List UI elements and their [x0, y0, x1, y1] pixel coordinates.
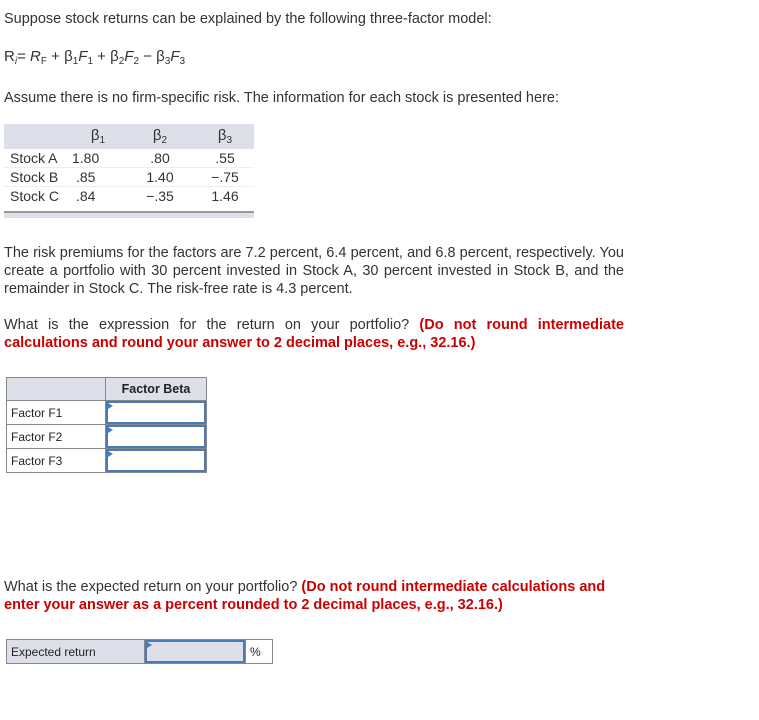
problem-paragraph: The risk premiums for the factors are 7.2 percent, 6.4 percent, and 6.8 percent, respectively. You create a portfolio with 30 percent invested in Stock A, 30 percent invested in Stock B, and the remainder in Stock C. The risk-free rate is 4.3 percent. — [4, 245, 624, 297]
table-row: Factor F1 — [7, 401, 207, 425]
question-1: What is the expression for the return on your portfolio? (Do not round intermediate calculations and round your answer to 2 decimal places, e.g., 32.16.) — [4, 317, 624, 351]
formula: $R_i= R_F + \beta_1F_1 + \beta_2F_2 - \beta_3F_3$ — [4, 48, 186, 67]
expected-return-input[interactable] — [145, 640, 245, 663]
factor-f2-input[interactable] — [106, 425, 206, 448]
table-row: Stock A 1.80 .80 .55 — [4, 149, 254, 168]
table-row: Factor F2 — [7, 425, 207, 449]
table-footer-bar — [4, 211, 254, 218]
table-row: Stock B .85 1.40 −.75 — [4, 168, 254, 187]
intro-text: Suppose stock returns can be explained by the following three-factor model: — [4, 11, 492, 27]
assume-text: Assume there is no firm-specific risk. The information for each stock is presented here: — [4, 90, 559, 106]
question-2: What is the expected return on your portfolio? (Do not round intermediate calculations and enter your answer as a percent rounded to 2 decimal places, e.g., 32.16.) — [4, 579, 606, 613]
factor-f1-input[interactable] — [106, 401, 206, 424]
factor-beta-header: Factor Beta — [106, 378, 207, 401]
expected-return-row: Expected return % — [6, 639, 273, 664]
factor-beta-table — [6, 377, 207, 473]
table-row: Factor F3 — [7, 449, 207, 473]
beta-table: $\beta_1$ $\beta_2$ $\beta_3$ Stock A 1.80 .80 .55 Stock B .85 1.40 −.75 Stock C .84 −.35 1.46 — [4, 124, 254, 205]
table-row: Stock C .84 −.35 1.46 — [10, 188, 239, 204]
factor-f3-input[interactable] — [106, 449, 206, 472]
